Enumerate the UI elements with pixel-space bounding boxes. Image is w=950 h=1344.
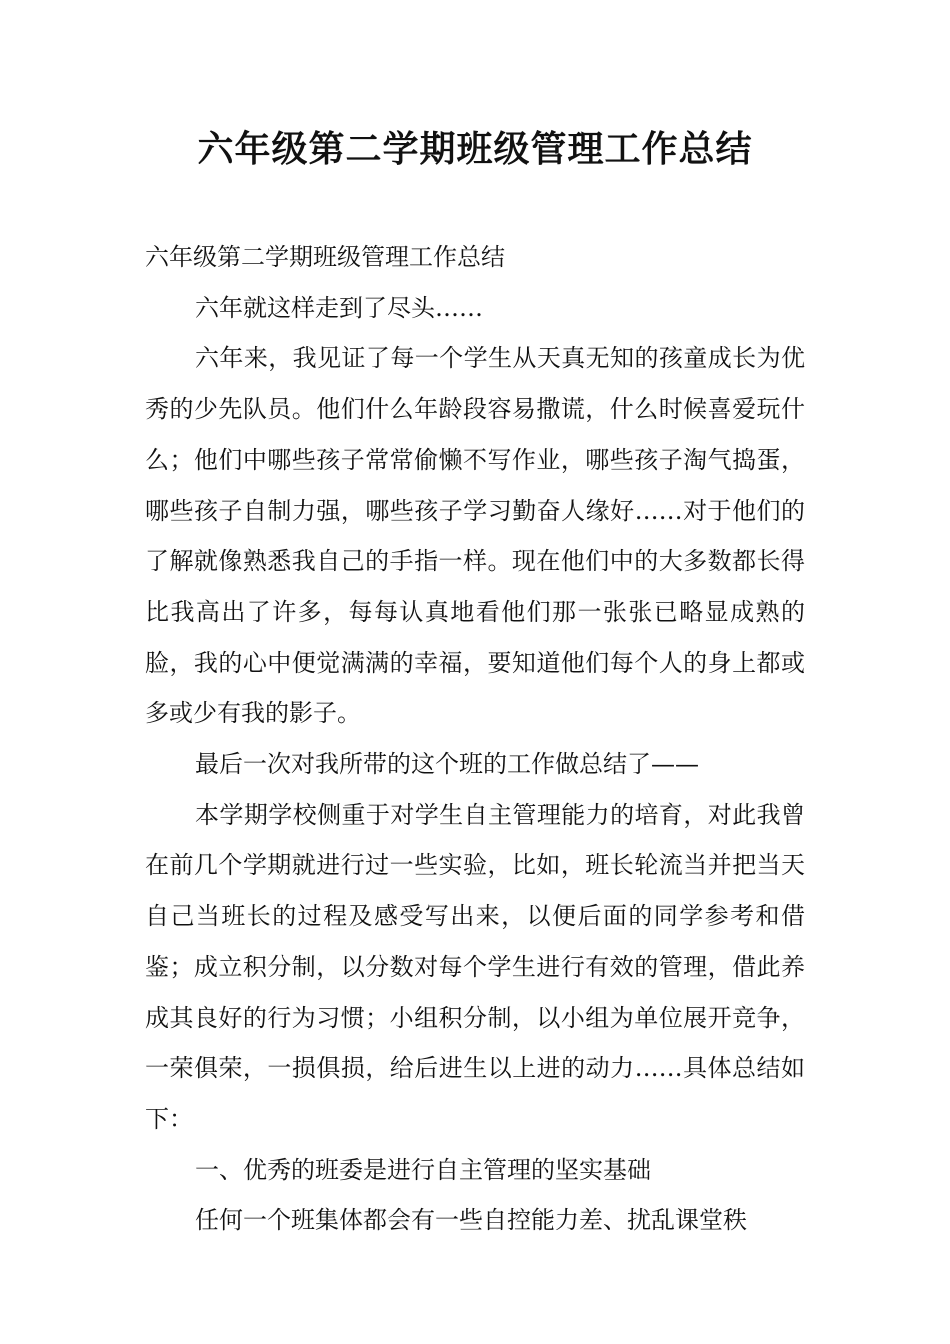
document-body [145, 232, 805, 1246]
paragraph: 任何一个班集体都会有一些自控能力差、扰乱课堂秩 [195, 1206, 747, 1235]
paragraph: 本学期学校侧重于对学生自主管理能力的培育，对此我曾在前几个学期就进行过一些实验，比如，班长轮流当并把当天自己当班长的过程及感受写出来，以便后面的同学参考和借鉴；成立积分制，以分数对每个学生进行有效的管理，借此养成其良好的行为习惯；小组积分制，以小组为单位展开竞争，一荣俱荣，一损俱损，给后进生以上进的动力……具体总结如下： [145, 800, 805, 1133]
body-heading-line: 六年级第二学期班级管理工作总结 [145, 243, 505, 271]
paragraph: 最后一次对我所带的这个班的工作做总结了—— [195, 750, 699, 779]
document-title: 六年级第二学期班级管理工作总结 [197, 129, 753, 170]
paragraph: 六年就这样走到了尽头…… [195, 293, 483, 322]
paragraph: 六年来，我见证了每一个学生从天真无知的孩童成长为优秀的少先队员。他们什么年龄段容易撒谎，什么时候喜爱玩什么；他们中哪些孩子常常偷懒不写作业，哪些孩子淘气捣蛋，哪些孩子自制力强，哪些孩子学习勤奋人缘好……对于他们的了解就像熟悉我自己的手指一样。现在他们中的大多数都长得比我高出了许多，每每认真地看他们那一张张已略显成熟的脸，我的心中便觉满满的幸福，要知道他们每个人的身上都或多或少有我的影子。 [145, 344, 805, 728]
section-heading: 一、优秀的班委是进行自主管理的坚实基础 [195, 1155, 651, 1184]
